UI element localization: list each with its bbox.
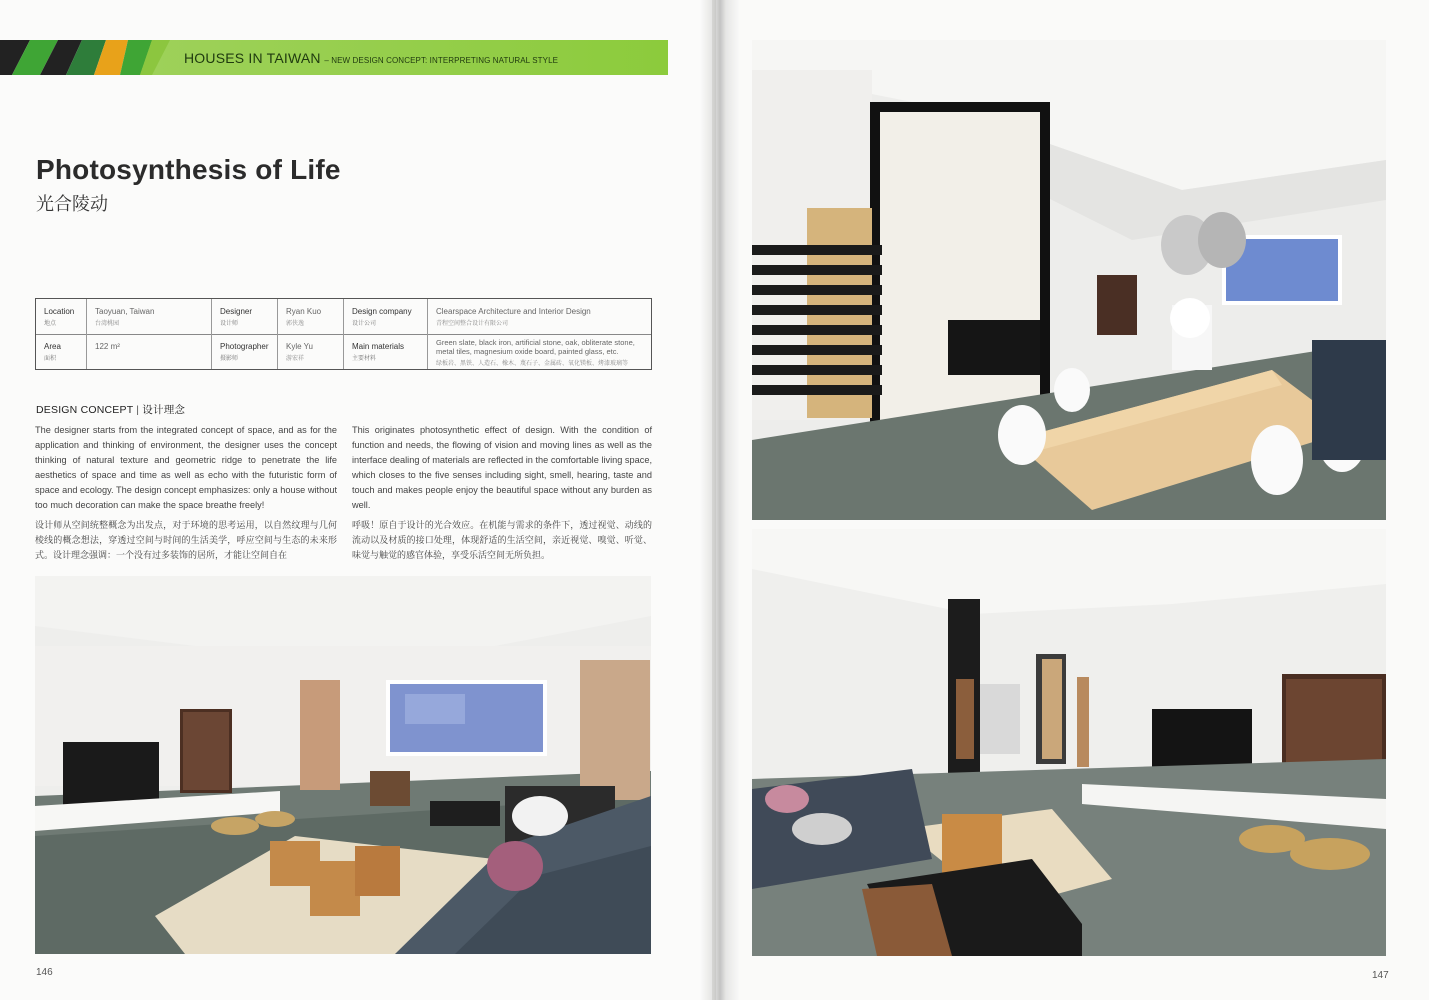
materials-value-cell bbox=[427, 334, 651, 369]
designer-value-cn: 郭侠逸 bbox=[286, 321, 305, 327]
living-overview-photo bbox=[752, 529, 1386, 956]
design-concept-heading: DESIGN CONCEPT | 设计理念 bbox=[36, 404, 186, 416]
area-value-cell bbox=[86, 334, 211, 369]
concept-col1-cn: 设计师从空间统整概念为出发点，对于环境的思考运用，以自然纹理与几何棱线的概念想法，穿透过空间与时间的生活美学，呼应空间与生态的未来形式。设计理念强调：一个没有过多装饰的居所，才能让空间自在 bbox=[35, 520, 337, 560]
area-label-cell bbox=[36, 334, 86, 369]
concept-col1-en: The designer starts from the integrated concept of space, and as for the application and thinking of environment, the designer uses the concept thinking of natural texture and geometric ridge to penetrate the life aesthetics of space and time as well as echo with the futuristic form of space and ecology. The design concept emphasizes: only a house without too much decoration can make the space breathe freely! bbox=[35, 425, 337, 510]
left-page bbox=[0, 0, 712, 1000]
area-label-cn: 面积 bbox=[44, 356, 57, 362]
materials-value: Green slate, black iron, artificial stone, oak, obliterate stone, metal tiles, magnesium oxide board, painted glass, etc. bbox=[436, 338, 635, 356]
photographer-value-cn: 游宏祥 bbox=[286, 356, 305, 362]
materials-label-cell bbox=[343, 334, 427, 369]
location-label-cn: 地点 bbox=[44, 321, 57, 327]
section-subtitle: – NEW DESIGN CONCEPT: INTERPRETING NATURAL STYLE bbox=[324, 56, 559, 65]
company-label-cell bbox=[343, 299, 427, 334]
living-overview-illustration bbox=[752, 529, 1386, 956]
area-label: Area bbox=[44, 342, 61, 351]
designer-value-cell bbox=[277, 299, 343, 334]
photographer-value: Kyle Yu bbox=[286, 342, 313, 351]
dining-room-illustration bbox=[752, 40, 1386, 520]
location-value-cell bbox=[86, 299, 211, 334]
designer-label-cn: 设计师 bbox=[220, 321, 239, 327]
photographer-value-cell bbox=[277, 334, 343, 369]
photographer-label-cell bbox=[211, 334, 277, 369]
living-room-photo bbox=[35, 576, 651, 954]
concept-col2-en: This originates photosynthetic effect of design. With the condition of function and needs, the flowing of vision and moving lines as well as the interface dealing of materials are reflected in the comfortable living space, which closes to the five senses including sight, smell, hearing, taste and touch and makes people enjoy the beautiful space without any burden as well. bbox=[352, 425, 652, 510]
materials-value-cn: 绿板岩、黑铁、人造石、橡木、蔑石子、金属砖、氧化镁板、烤漆玻璃等 bbox=[436, 361, 629, 367]
company-value: Clearspace Architecture and Interior Design bbox=[436, 307, 591, 316]
book-spine-shadow bbox=[700, 0, 740, 1000]
photographer-label-cn: 摄影师 bbox=[220, 356, 239, 362]
location-value-cn: 台湾桃园 bbox=[95, 321, 120, 327]
article-title-cn: 光合陵动 bbox=[36, 194, 108, 214]
location-label-cell bbox=[36, 299, 86, 334]
info-row bbox=[36, 334, 651, 369]
company-value-cell bbox=[427, 299, 651, 334]
page-number-left: 146 bbox=[36, 967, 53, 978]
location-label: Location bbox=[44, 307, 75, 316]
info-row bbox=[36, 299, 651, 335]
designer-value: Ryan Kuo bbox=[286, 307, 322, 316]
dining-room-photo bbox=[752, 40, 1386, 520]
section-header-text bbox=[184, 50, 558, 66]
photographer-label: Photographer bbox=[220, 342, 269, 351]
company-value-cn: 青程空间整合设计有限公司 bbox=[436, 321, 509, 327]
materials-label: Main materials bbox=[352, 342, 405, 351]
living-room-illustration bbox=[35, 576, 651, 954]
location-value: Taoyuan, Taiwan bbox=[95, 307, 155, 316]
company-label: Design company bbox=[352, 307, 412, 316]
materials-label-cn: 主要材料 bbox=[352, 356, 377, 362]
project-info-table bbox=[35, 298, 652, 370]
area-value: 122 m² bbox=[95, 342, 120, 351]
designer-label: Designer bbox=[220, 307, 253, 316]
company-label-cn: 设计公司 bbox=[352, 321, 377, 327]
article-title: Photosynthesis of Life bbox=[36, 154, 341, 185]
page-number-right: 147 bbox=[1372, 970, 1389, 981]
section-name: HOUSES IN TAIWAN bbox=[184, 50, 321, 66]
design-concept-heading-en: DESIGN CONCEPT bbox=[36, 404, 134, 416]
design-concept-heading-cn: 设计理念 bbox=[142, 404, 186, 416]
designer-label-cell bbox=[211, 299, 277, 334]
concept-col2-cn: 呼吸！原自于设计的光合效应。在机能与需求的条件下，透过视觉、动线的流动以及材质的接口处理，体现舒适的生活空间，亲近视觉、嗅觉、听觉、味觉与触觉的感官体验，享受乐活空间无所负担。 bbox=[352, 520, 652, 560]
right-page bbox=[716, 0, 1429, 1000]
